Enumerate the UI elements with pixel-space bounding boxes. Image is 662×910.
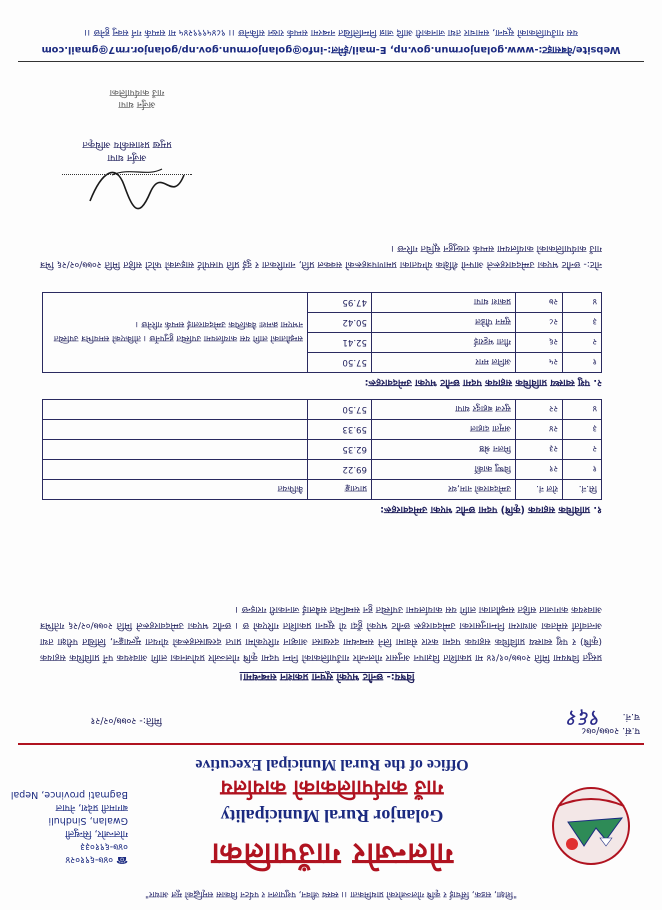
- section-1-heading: १. प्राविधिक सहायक (कृषि) पदमा छनौट भएका उम्मेदवारहरू:: [380, 504, 602, 515]
- table-remark-cell: सम्झौताको लागि यस कार्यालयमा उपस्थित हुनुपर्नेछ । तोकिएको समयभित्र उपस्थित नभएमा क्रमशः वैकल्पिक उम्मेदवारलाई सम्पर्क गरिनेछ ।: [43, 293, 308, 373]
- table-cell: [43, 400, 308, 420]
- body-text: प्रस्तुत विषयमा मिति २०७७/०१/१४ मा प्रकाशित विज्ञापन अनुसार गोलन्जोर गाउँपालिकाको निम्न पदमा कृषि गोलञ्जोर प्रयोजनका लागि आवश्यक पर्ने प्राविधिक सहायक (कृषि) र पशु स्वास्थ्य प्राविधिक सहायक पदमा करार सेवामा लिने सम्बन्धमा दरखास्त आव्हान गरिएकोमा प्राप्त दरखास्तहरूको योग्यता मूल्याङ्कन, लिखित परीक्षा तथा अन्तर्वार्ता समेतका आधारमा निम्नानुसारका उम्मेदवारहरू छनौट भएको हुँदा यो सूचना प्रकाशित गरिएको छ । छनौट भएका उम्मेदवारहरूले मिति २०७७/०२/२६ गतेभित्र आवश्यक कागजात सहित सम्झौताका लागि यस कार्यालयमा उपस्थित हुन सम्बन्धित सबैलाई जानकारी गराइन्छ ।: [39, 604, 602, 663]
- table-cell: सुरज बहादुर थापा: [372, 400, 516, 420]
- municipality-logo: [546, 784, 636, 868]
- table-header-cell: सि.नं.: [563, 480, 602, 500]
- header-motto: "शिक्षा, सडक, सिँचाई र कृषि गोलञ्जोरको प्राथमिकता ।। स्वस्थ जीवन, पशुपालन र पर्यटन विकास समृद्धिको मूल आधार": [145, 889, 517, 899]
- table-cell: 57.50: [308, 400, 372, 420]
- header-divider: [18, 743, 644, 745]
- municipality-title-en: Golanjor Rural Municipality: [220, 806, 444, 826]
- table-row: [43, 420, 602, 440]
- table-cell: [43, 460, 308, 480]
- municipality-title-np: गोलन्जोर गाउँपालिका: [210, 836, 454, 871]
- table-cell: 69.22: [308, 460, 372, 480]
- table-cell: 62.35: [308, 440, 372, 460]
- dispatch-number: ९६१: [567, 705, 602, 730]
- table-row: [43, 400, 602, 420]
- table-cell: २५: [516, 353, 563, 373]
- contact-block: [8, 788, 128, 866]
- table-cell: अमृता दाहाल: [372, 420, 516, 440]
- table-cell: [43, 420, 308, 440]
- footer-divider: [18, 61, 644, 62]
- letter-body: [40, 601, 602, 665]
- contact-line: Gwalan, Sindhuli: [48, 815, 128, 826]
- table-cell: ३: [563, 313, 602, 333]
- results-table-1: [42, 399, 602, 500]
- table-cell: २२: [516, 400, 563, 420]
- table-cell: ४: [563, 293, 602, 313]
- letter-note: नोट:- छनौट भएका उम्मेदवारहरूले आफ्नो शैक्षिक योग्यताका प्रमाणपत्रहरूको सक्कल प्रति, नागरिकता र दुई प्रति पासपोर्ट साइजको फोटो सहित मिति २०७७/०२/२६ भित्र गाउँ कार्यपालिकाको कार्यालयमा सम्पर्क राख्नुहुन सूचित गरिन्छ ।: [40, 243, 602, 270]
- contact-line: Bagmati province, Nepal: [10, 789, 128, 800]
- section-2-heading: २. पशु स्वास्थ्य प्राविधिक सहायक पदमा छनौट भएका उम्मेदवारहरू:: [364, 377, 602, 388]
- footer-website: Website/वेबसाइट:-www.golanjormun.gov.np, E-mail/ईमेल:-info@golanjormun.gov.np/golanjor.rm7@gmail.com: [41, 44, 621, 55]
- table-row: [43, 460, 602, 480]
- table-cell: २४: [516, 420, 563, 440]
- table-cell: २७: [516, 293, 563, 313]
- table-cell: प्रकाश थापा: [372, 293, 516, 313]
- table-cell: सुमन पौडेल: [372, 313, 516, 333]
- table-cell: १: [563, 460, 602, 480]
- letter-subject: विषय:- छनौट भएको सूचना प्रकाशन सम्बन्धमा।: [239, 671, 415, 682]
- table-cell: २१: [516, 460, 563, 480]
- letter-date: मिति:- २०७७/०२/२१: [90, 715, 162, 726]
- signature: [82, 160, 192, 215]
- stamp-text: गाउँ कार्यपालिका: [109, 87, 165, 97]
- table-cell: गीता भट्टराई: [372, 333, 516, 353]
- table-cell: मिलन श्रेष्ठ: [372, 440, 516, 460]
- table-cell: २: [563, 333, 602, 353]
- table-header-cell: प्राप्ताङ्क: [308, 480, 372, 500]
- table-cell: १: [563, 353, 602, 373]
- table-row: [43, 440, 602, 460]
- table-header-row: [43, 480, 602, 500]
- reference-number: प.सं. २०७७/०७८: [581, 725, 640, 736]
- table-row: [43, 353, 602, 373]
- stamp-name: अर्जुन थापा: [118, 99, 156, 109]
- contact-line: गोलन्जोर, सिन्धुली: [65, 828, 128, 839]
- results-table-2: [42, 292, 602, 373]
- contact-line: ☎ ०४७-६९१०२४: [65, 854, 128, 865]
- signatory-name: अर्जुन थापा: [107, 152, 147, 163]
- contact-line: बागमती प्रदेश, नेपाल: [55, 802, 128, 813]
- table-cell: 47.95: [308, 293, 372, 313]
- signatory-title: प्रमुख प्रशासकीय अधिकृत: [82, 139, 172, 150]
- table-header-cell: रोल नं.: [516, 480, 563, 500]
- signature-line: [62, 174, 192, 175]
- footer-note: यस गाउँपालिकाको सूचना, समाचार तथा जानकारी आदि जान्न निम्नलिखित नम्बरमा सम्पर्क राख्न सकिनेछ ।। ९८४५९९९२४५ मा सम्पर्क गर्न सक्नु हुनेछ ।।: [84, 27, 578, 37]
- table-cell: विष्णु कार्की: [372, 460, 516, 480]
- stamp-block: [82, 86, 192, 110]
- table-header-cell: उम्मेदवारको नाम,थर: [372, 480, 516, 500]
- contact-line: ०४७-६९१०३३: [80, 841, 128, 852]
- table-cell: 57.50: [308, 353, 372, 373]
- table-cell: २८: [516, 313, 563, 333]
- table-cell: २: [563, 440, 602, 460]
- table-cell: [43, 440, 308, 460]
- table-cell: २३: [516, 440, 563, 460]
- table-cell: 52.41: [308, 333, 372, 353]
- table-header-cell: कैफियत: [43, 480, 308, 500]
- table-cell: ३: [563, 420, 602, 440]
- table-cell: २६: [516, 333, 563, 353]
- table-cell: 59.33: [308, 420, 372, 440]
- table-cell: अनिल मगर: [372, 353, 516, 373]
- dispatch-label: च.नं.: [622, 711, 640, 722]
- table-cell: ४: [563, 400, 602, 420]
- office-title-en: Office of the Rural Municipal Executive: [195, 756, 469, 773]
- office-title-np: गाउँ कार्यपालिकाको कार्यालय: [220, 776, 444, 801]
- table-cell: 50.42: [308, 313, 372, 333]
